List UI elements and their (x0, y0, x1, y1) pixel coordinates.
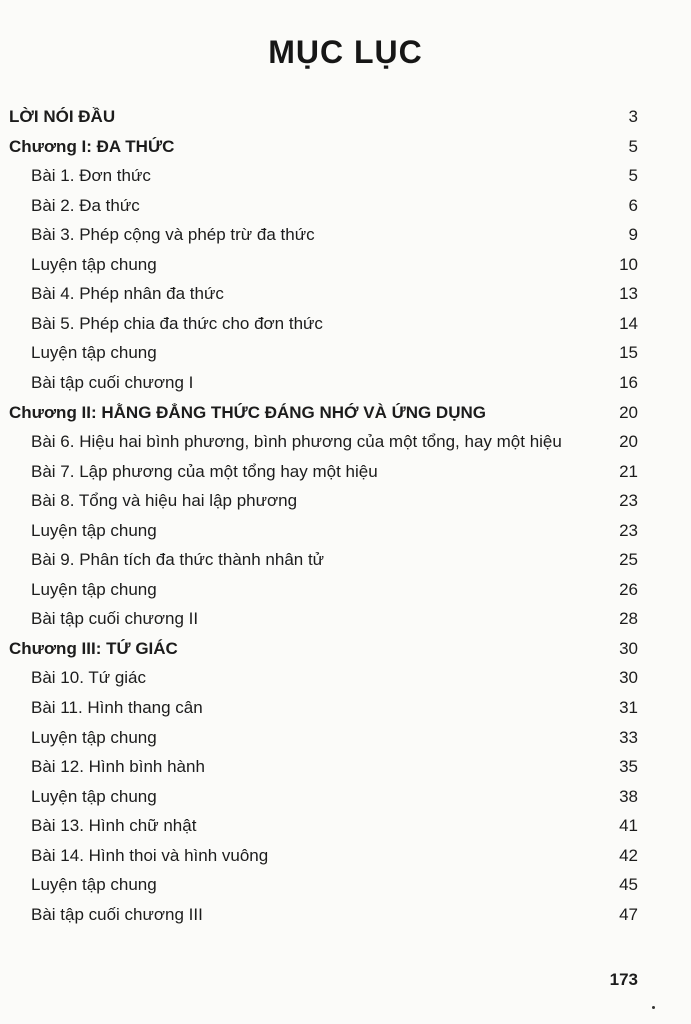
toc-entry-title: Luyện tập chung (31, 875, 157, 895)
toc-entry-row[interactable] (0, 161, 691, 191)
toc-entry-row[interactable] (0, 841, 691, 871)
toc-page-number: 33 (619, 727, 638, 747)
toc-entry-title: Bài 8. Tổng và hiệu hai lập phương (31, 491, 298, 511)
toc-page-number: 3 (628, 107, 638, 126)
toc-entry-row[interactable] (0, 811, 691, 841)
toc-entry-row[interactable] (0, 516, 691, 546)
toc-section-row[interactable] (0, 398, 691, 428)
toc-entry-title: Bài 14. Hình thoi và hình vuông (31, 845, 269, 865)
toc-page-number: 9 (628, 225, 638, 245)
toc-page-number: 6 (628, 195, 638, 215)
toc-section-title: Chương III: TỨ GIÁC (9, 638, 178, 658)
toc-entry-row[interactable] (0, 338, 691, 368)
toc-page-number: 30 (619, 668, 638, 688)
toc-entry-title: Bài 9. Phân tích đa thức thành nhân tử (31, 550, 325, 570)
toc-entry-title: Bài 1. Đơn thức (31, 166, 151, 186)
toc-entry-row[interactable] (0, 486, 691, 516)
toc-page-number: 47 (619, 904, 638, 924)
toc-page-number: 26 (619, 579, 638, 599)
toc-section-title: LỜI NÓI ĐẦU (9, 107, 116, 126)
toc-page-number: 20 (619, 402, 638, 422)
toc-entry-title: Bài 5. Phép chia đa thức cho đơn thức (31, 313, 323, 333)
toc-entry-title: Bài 6. Hiệu hai bình phương, bình phương của một tổng, hay một hiệu (31, 432, 562, 452)
toc-entry-row[interactable] (0, 870, 691, 900)
toc-page-number: 10 (619, 254, 638, 274)
toc-entry-title: Bài tập cuối chương III (31, 904, 203, 924)
toc-page-number: 23 (619, 491, 638, 511)
toc-entry-row[interactable] (0, 752, 691, 782)
toc-entry-row[interactable] (0, 723, 691, 753)
toc-page-number: 35 (619, 757, 638, 777)
toc-page-number: 20 (619, 432, 638, 452)
toc-entry-row[interactable] (0, 545, 691, 575)
toc-entry-row[interactable] (0, 900, 691, 930)
toc-entry-title: Bài 3. Phép cộng và phép trừ đa thức (31, 225, 315, 245)
toc-entry-row[interactable] (0, 191, 691, 221)
toc-entry-row[interactable] (0, 663, 691, 693)
toc-entry-title: Bài 2. Đa thức (31, 195, 140, 215)
toc-entry-title: Bài 13. Hình chữ nhật (31, 816, 197, 836)
toc-entry-row[interactable] (0, 575, 691, 605)
toc-page-number: 14 (619, 313, 638, 333)
toc-page-number: 31 (619, 698, 638, 717)
toc-page-number: 45 (619, 875, 638, 895)
toc-entry-title: Bài 4. Phép nhân đa thức (31, 284, 224, 304)
toc-entry-title: Luyện tập chung (31, 520, 157, 540)
toc-page-number: 41 (619, 816, 638, 836)
toc-entry-title: Luyện tập chung (31, 727, 157, 747)
toc-entry-row[interactable] (0, 309, 691, 339)
toc-section-row[interactable] (0, 102, 691, 132)
toc-page-number: 21 (619, 461, 638, 481)
toc-entry-row[interactable] (0, 604, 691, 634)
toc-page-number: 13 (619, 284, 638, 304)
toc-entry-row[interactable] (0, 693, 691, 723)
toc-entry-row[interactable] (0, 457, 691, 487)
toc-page-number: 38 (619, 786, 638, 806)
toc-section-title: Chương I: ĐA THỨC (9, 136, 175, 156)
toc-entry-row[interactable] (0, 250, 691, 280)
toc-entry-row[interactable] (0, 220, 691, 250)
toc-entry-title: Bài 10. Tứ giác (31, 668, 147, 688)
page-title: MỤC LỤC (268, 34, 423, 70)
toc-page-number: 25 (619, 550, 638, 570)
toc-page-number: 42 (619, 845, 638, 865)
toc-entry-title: Bài 7. Lập phương của một tổng hay một hiệu (31, 461, 378, 481)
toc-entry-title: Luyện tập chung (31, 343, 157, 363)
toc-entry-title: Luyện tập chung (31, 579, 157, 599)
toc-page-number: 15 (619, 343, 638, 363)
toc-page-number: 23 (619, 520, 638, 540)
toc-entry-title: Bài 11. Hình thang cân (31, 698, 203, 717)
toc-entry-title: Bài 12. Hình bình hành (31, 757, 205, 777)
toc-page-number: 30 (619, 638, 638, 658)
toc-section-title: Chương II: HẰNG ĐẲNG THỨC ĐÁNG NHỚ VÀ ỨNG DỤNG (9, 402, 486, 422)
toc-entry-title: Luyện tập chung (31, 786, 157, 806)
toc-entry-row[interactable] (0, 279, 691, 309)
toc-section-row[interactable] (0, 132, 691, 162)
toc-page-number: 5 (628, 136, 638, 156)
toc-entry-title: Luyện tập chung (31, 254, 157, 274)
toc-section-row[interactable] (0, 634, 691, 664)
toc-page-number: 5 (628, 166, 638, 186)
toc-entry-title: Bài tập cuối chương II (31, 609, 199, 629)
toc-page-number: 16 (619, 372, 638, 392)
toc-entry-row[interactable] (0, 782, 691, 812)
page-number: 173 (609, 970, 638, 989)
toc-entry-row[interactable] (0, 427, 691, 457)
toc-page-number: 28 (619, 609, 638, 629)
ink-speck (652, 1006, 655, 1009)
toc-entry-row[interactable] (0, 368, 691, 398)
toc-entry-title: Bài tập cuối chương I (31, 372, 194, 392)
